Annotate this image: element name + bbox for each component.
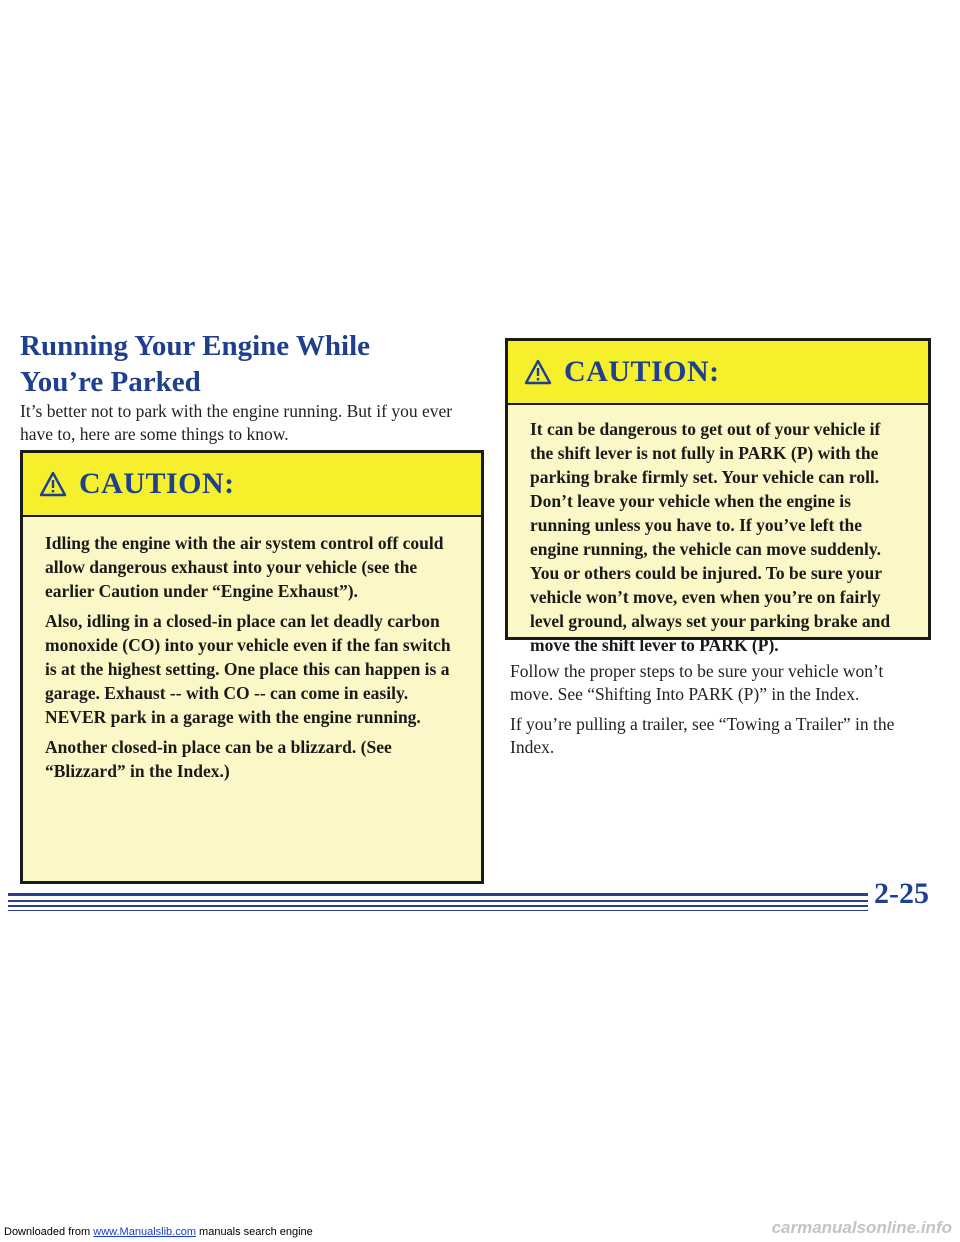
caution-left-paragraph-3: Another closed-in place can be a blizzard. (See “Blizzard” in the Index.) xyxy=(45,737,392,781)
caution-right-paragraph-1: It can be dangerous to get out of your vehicle if the shift lever is not fully in PARK (P) with the parking brake firmly set. Your vehicle can roll. Don’t leave your vehicle when the engine is running unless you have to. If you’ve left the engine running, the vehicle can move suddenly. You or others could be injured. To be sure your vehicle won’t move, even when you’re on fairly level ground, always set your parking brake and move the shift lever to PARK (P). xyxy=(530,419,891,655)
caution-box-right xyxy=(505,338,931,655)
manualslib-link[interactable]: www.Manualslib.com xyxy=(93,1226,196,1238)
warning-triangle-icon xyxy=(39,471,67,497)
caution-label-left: CAUTION: xyxy=(79,467,235,500)
footer-rule-1 xyxy=(8,893,868,896)
caution-body-right xyxy=(508,405,928,673)
section-title-line-1: Running Your Engine While xyxy=(20,330,371,362)
caution-left-paragraph-1: Idling the engine with the air system control off could allow dangerous exhaust into your vehicle (see the earlier Caution under “Engine Exhaust”). xyxy=(45,533,444,601)
page-number: 2-25 xyxy=(874,877,929,910)
footer-rule-3 xyxy=(8,905,868,907)
caution-header-left xyxy=(23,453,481,517)
caution-box-left xyxy=(20,450,484,884)
intro-paragraph: It’s better not to park with the engine running. But if you ever have to, here are some things to know. xyxy=(20,401,453,444)
download-prefix: Downloaded from xyxy=(4,1226,94,1238)
right-paragraph-2: If you’re pulling a trailer, see “Towing a Trailer” in the Index. xyxy=(510,714,895,757)
footer-rule-4 xyxy=(8,910,868,911)
caution-header-right xyxy=(508,341,928,405)
section-title-line-2: You’re Parked xyxy=(20,366,201,398)
section-title xyxy=(20,328,440,400)
download-suffix: manuals search engine xyxy=(195,1226,313,1238)
footer-rule-lines xyxy=(8,893,868,917)
right-paragraph-1: Follow the proper steps to be sure your vehicle won’t move. See “Shifting Into PARK (P)” in the Index. xyxy=(510,661,884,704)
caution-left-paragraph-2: Also, idling in a closed-in place can let deadly carbon monoxide (CO) into your vehicle even if the fan switch is at the highest setting. One place this can happen is a garage. Exhaust -- with CO -- can come in easily. NEVER park in a garage with the engine running. xyxy=(45,611,451,727)
download-source-line xyxy=(4,1226,313,1238)
site-watermark: carmanualsonline.info xyxy=(771,1218,952,1237)
caution-body-left xyxy=(23,517,481,799)
footer-rule-2 xyxy=(8,900,868,902)
caution-label-right: CAUTION: xyxy=(564,355,720,388)
warning-triangle-icon xyxy=(524,359,552,385)
